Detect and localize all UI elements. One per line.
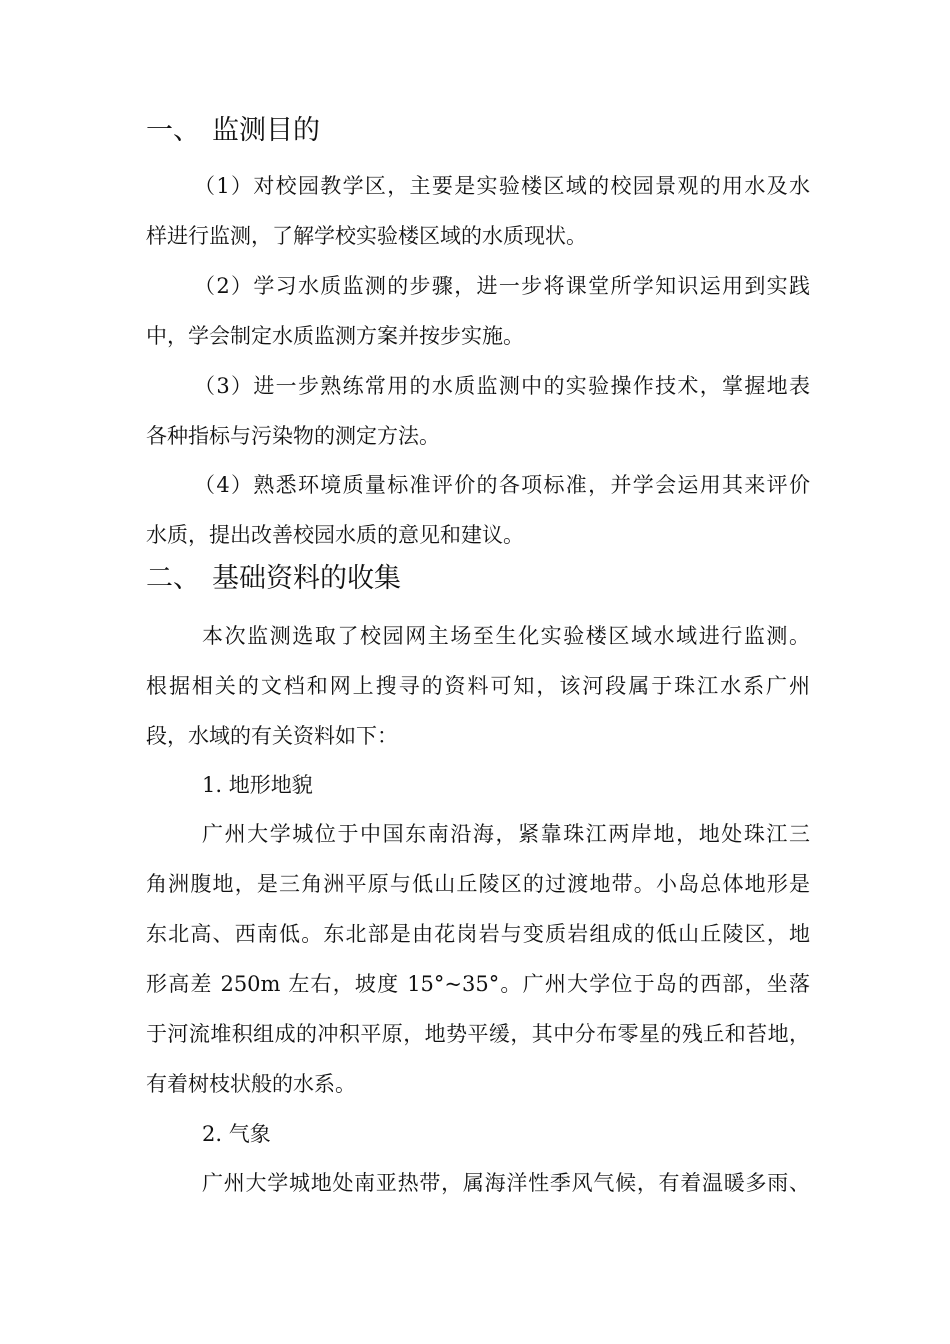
paragraph-line: 水质，提出改善校园水质的意见和建议。 xyxy=(146,523,524,547)
paragraph-line: （3）进一步熟练常用的水质监测中的实验操作技术，掌握地表 xyxy=(194,374,810,398)
subsection-heading: 2. 气象 xyxy=(202,1122,271,1146)
paragraph-line: 各种指标与污染物的测定方法。 xyxy=(146,424,440,448)
paragraph-line: 有着树枝状般的水系。 xyxy=(146,1072,356,1096)
paragraph-line: 样进行监测，了解学校实验楼区域的水质现状。 xyxy=(146,224,587,248)
paragraph-line: 角洲腹地，是三角洲平原与低山丘陵区的过渡地带。小岛总体地形是 xyxy=(146,872,810,896)
paragraph-line: 本次监测选取了校园网主场至生化实验楼区域水域进行监测。 xyxy=(202,624,810,648)
section-title: 基础资料的收集 xyxy=(212,563,401,594)
section-title: 监测目的 xyxy=(212,115,320,146)
subsection-heading: 1. 地形地貌 xyxy=(202,773,313,797)
paragraph-line: （4）熟悉环境质量标准评价的各项标准，并学会运用其来评价 xyxy=(194,473,810,497)
paragraph-line: 广州大学城地处南亚热带，属海洋性季风气候，有着温暖多雨、 xyxy=(202,1171,810,1195)
paragraph-line: 中，学会制定水质监测方案并按步实施。 xyxy=(146,324,524,348)
paragraph-line: （2）学习水质监测的步骤，进一步将课堂所学知识运用到实践 xyxy=(194,274,810,298)
paragraph-line: 广州大学城位于中国东南沿海，紧靠珠江两岸地，地处珠江三 xyxy=(202,822,810,846)
paragraph-line: 段，水域的有关资料如下： xyxy=(146,724,398,748)
paragraph-line: 于河流堆积组成的冲积平原，地势平缓，其中分布零星的残丘和苔地， xyxy=(146,1022,810,1046)
section-number: 一、 xyxy=(146,115,200,146)
section-heading-2 xyxy=(146,563,401,595)
paragraph-line: （1）对校园教学区，主要是实验楼区域的校园景观的用水及水 xyxy=(194,174,810,198)
section-heading-1 xyxy=(146,115,320,147)
section-number: 二、 xyxy=(146,563,200,594)
paragraph-line: 东北高、西南低。东北部是由花岗岩与变质岩组成的低山丘陵区，地 xyxy=(146,922,810,946)
paragraph-line: 根据相关的文档和网上搜寻的资料可知，该河段属于珠江水系广州 xyxy=(146,674,810,698)
paragraph-line: 形高差 250m 左右，坡度 15°~35°。广州大学位于岛的西部，坐落 xyxy=(146,972,810,996)
